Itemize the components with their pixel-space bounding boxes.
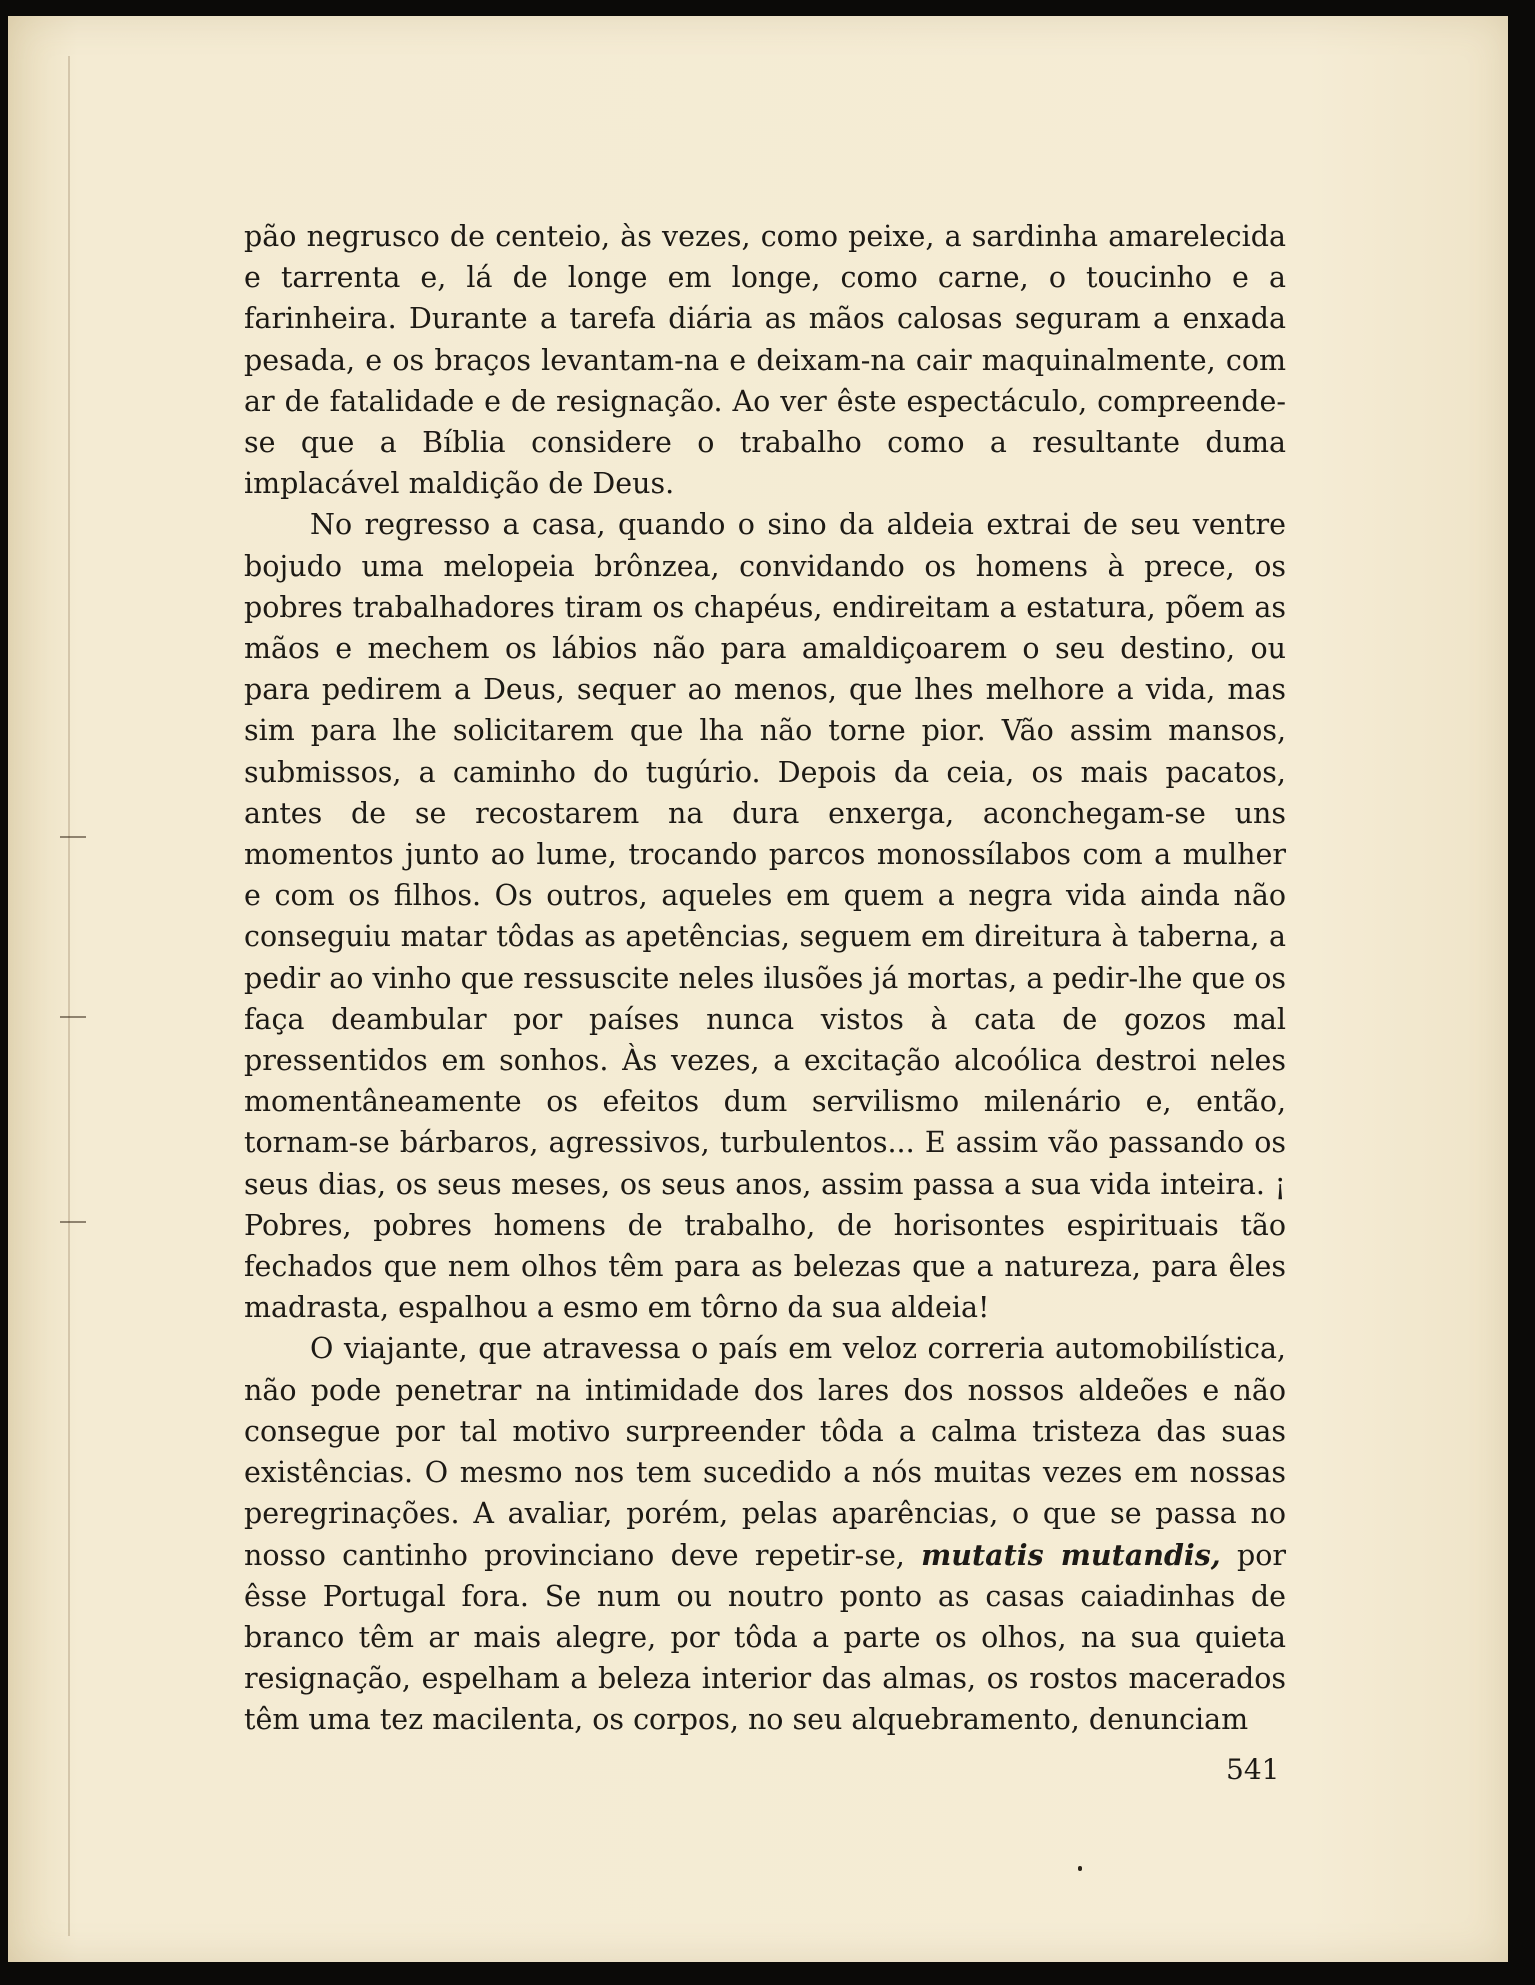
margin-tick xyxy=(60,1016,86,1018)
book-page xyxy=(8,16,1508,1962)
paragraph-2: No regresso a casa, quando o sino da aldeia extrai de seu ventre bojudo uma melopeia brônzea, convidando os homens à prece, os pobres trabalhadores tiram os chapéus, endireitam a estatura, põem as mãos e mechem os lábios não para amaldiçoarem o seu destino, ou para pedirem a Deus, sequer ao menos, que lhes melhore a vida, mas sim para lhe solicitarem que lha não torne pior. Vão assim mansos, submissos, a caminho do tugúrio. Depois da ceia, os mais pacatos, antes de se recostarem na dura enxerga, aconchegam-se uns momentos junto ao lume, trocando parcos monossílabos com a mulher e com os filhos. Os outros, aqueles em quem a negra vida ainda não conseguiu matar tôdas as apetências, seguem em direitura à taberna, a pedir ao vinho que ressuscite neles ilusões já mortas, a pedir-lhe que os faça deambular por países nunca vistos à cata de gozos mal pressentidos em sonhos. Às vezes, a excitação alcoólica destroi neles momentâneamente os efeitos dum servilismo milenário e, então, tornam-se bárbaros, agressivos, turbulentos... E assim vão passando os seus dias, os seus meses, os seus anos, assim passa a sua vida inteira. ¡ Pobres, pobres homens de trabalho, de horisontes espirituais tão fechados que nem olhos têm para as belezas que a natureza, para êles madrasta, espalhou a esmo em tôrno da sua aldeia! xyxy=(244,508,1286,1325)
page-number: 541 xyxy=(1226,1753,1280,1786)
paragraph-1: pão negrusco de centeio, às vezes, como peixe, a sardinha amarelecida e tarrenta e, lá de longe em longe, como carne, o toucinho e a farinheira. Durante a tarefa diária as mãos calosas seguram a enxada pesada, e os braços levantam-na e deixam-na cair maquinalmente, com ar de fatalidade e de resignação. Ao ver êste espectáculo, compreende-se que a Bíblia considere o trabalho como a resultante duma implacável maldição de Deus. xyxy=(244,220,1286,501)
margin-tick xyxy=(60,1221,86,1223)
latin-phrase: mutatis mutandis, xyxy=(921,1537,1221,1572)
margin-tick xyxy=(60,836,86,838)
paragraph-3: O viajante, que atravessa o país em veloz correria automobilística, não pode penetrar na intimidade dos lares dos nossos aldeões e não consegue por tal motivo surpreender tôda a calma tristeza das suas existências. O mesmo nos tem sucedido a nós muitas vezes em nossas peregrinações. A avaliar, porém, pelas aparências, o que se passa no nosso cantinho provinciano deve repetir-se, mutatis mutandis, por êsse Portugal fora. Se num ou noutro ponto as casas caiadinhas de branco têm ar mais alegre, por tôda a parte os olhos, na sua quieta resignação, espelham a beleza interior das almas, os rostos macerados têm uma tez macilenta, os corpos, no seu alquebramento, denunciam xyxy=(244,1332,1287,1737)
ink-speck xyxy=(1078,1866,1082,1871)
page-gutter xyxy=(68,56,70,1936)
body-text xyxy=(244,216,1286,1741)
